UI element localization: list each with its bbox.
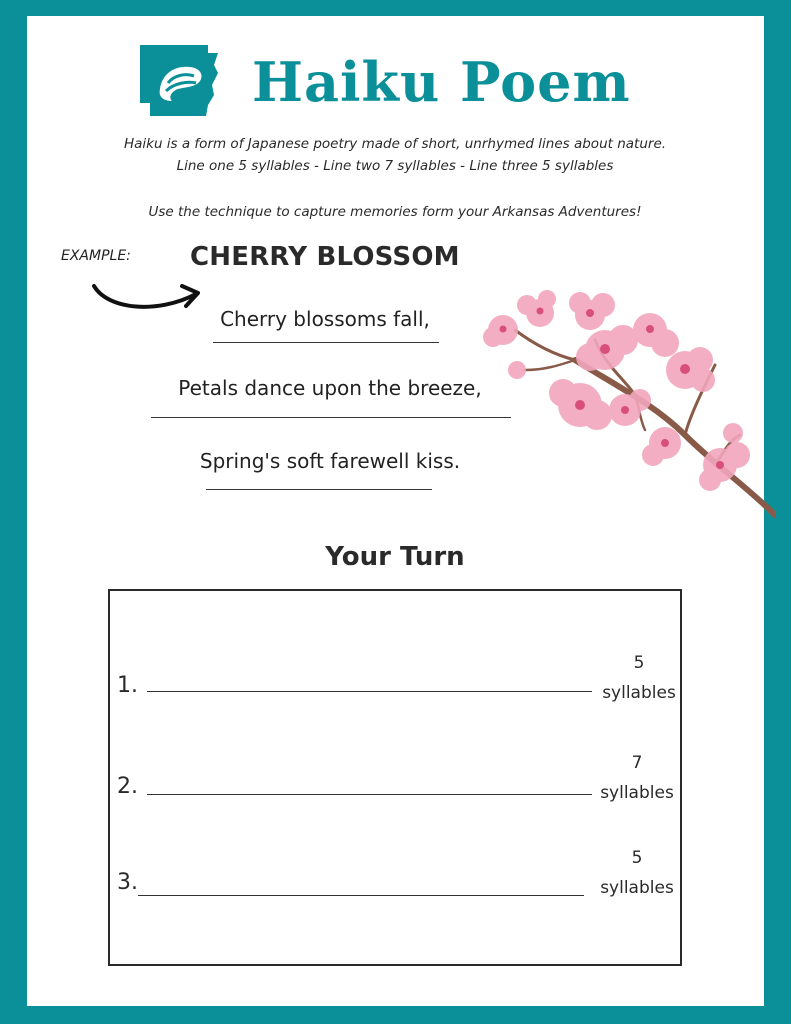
page-title: Haiku Poem [252, 50, 631, 114]
syllable-unit-1: syllables [602, 683, 676, 703]
example-title: CHERRY BLOSSOM [190, 242, 460, 272]
intro-text-3: Use the technique to capture memories form your Arkansas Adventures! [148, 204, 642, 220]
syllable-count-3: 5 [631, 848, 643, 868]
example-poem-line-2: Petals dance upon the breeze, [178, 376, 482, 400]
syllable-hint-3 [592, 843, 682, 903]
line-number-3: 3. [117, 870, 138, 895]
syllable-count-1: 5 [633, 653, 645, 673]
page-border-left [0, 0, 27, 1024]
syllable-hint-2 [592, 748, 682, 808]
syllable-unit-2: syllables [600, 783, 674, 803]
writing-line-2[interactable] [147, 794, 592, 795]
intro-text-1: Haiku is a form of Japanese poetry made of short, unrhymed lines about nature. [123, 136, 667, 152]
example-rule-2 [151, 417, 511, 418]
cherry-blossom-illustration [475, 265, 775, 535]
example-rule-1 [213, 342, 439, 343]
line-number-2: 2. [117, 774, 138, 799]
syllable-unit-3: syllables [600, 878, 674, 898]
syllable-hint-1 [594, 648, 684, 708]
intro-text-2: Line one 5 syllables - Line two 7 syllables - Line three 5 syllables [176, 158, 614, 174]
writing-line-1[interactable] [147, 691, 592, 692]
your-turn-heading: Your Turn [325, 542, 465, 572]
example-poem-line-3: Spring's soft farewell kiss. [199, 449, 461, 473]
page-border-top [0, 0, 791, 16]
example-rule-3 [206, 489, 432, 490]
line-number-1: 1. [117, 673, 138, 698]
arkansas-state-logo-icon [138, 43, 220, 118]
curved-arrow-icon [88, 274, 208, 318]
page-border-bottom [0, 1006, 791, 1024]
example-poem-line-1: Cherry blossoms fall, [220, 307, 430, 331]
syllable-count-2: 7 [631, 753, 643, 773]
example-label: EXAMPLE: [61, 248, 131, 264]
writing-line-3[interactable] [138, 895, 584, 896]
